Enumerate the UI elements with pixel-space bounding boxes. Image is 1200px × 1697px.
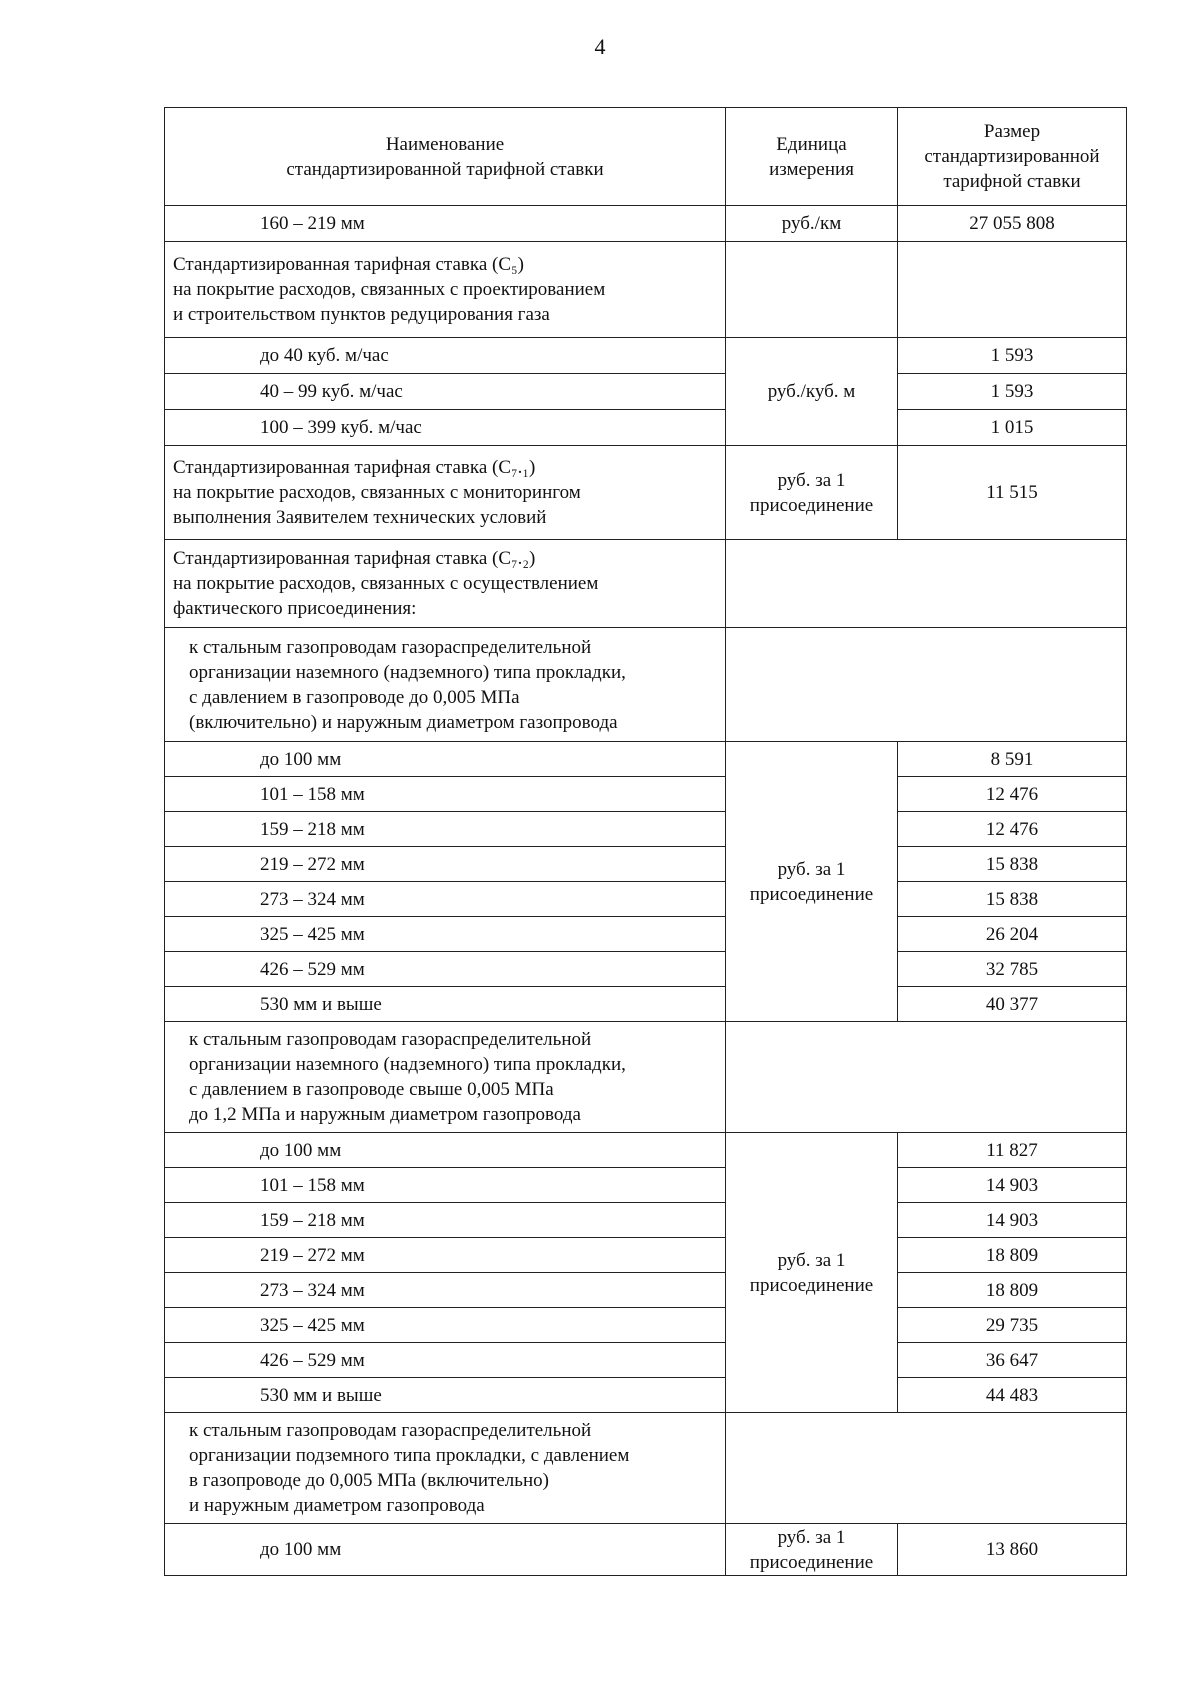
row-value: 15 838 — [898, 882, 1127, 917]
c71-unit: руб. за 1 присоединение — [726, 446, 898, 540]
table-row — [165, 1524, 1127, 1576]
row-value: 1 593 — [898, 374, 1127, 410]
table-header-row — [165, 108, 1127, 206]
row-name: 219 – 272 мм — [165, 1238, 726, 1273]
table-row — [165, 812, 1127, 847]
table-row — [165, 1343, 1127, 1378]
empty-cell — [726, 628, 1127, 742]
section-c71-row — [165, 446, 1127, 540]
group2-title: к стальным газопроводам газораспределительной организации наземного (надземного) типа прокладки, с давлением в газопроводе свыше 0,005 МПа до 1,2 МПа и наружным диаметром газопровода — [165, 1022, 726, 1133]
row-name: 100 – 399 куб. м/час — [165, 410, 726, 446]
table-row — [165, 1308, 1127, 1343]
row-name: до 100 мм — [165, 1524, 726, 1576]
row-value: 14 903 — [898, 1203, 1127, 1238]
table-row — [165, 410, 1127, 446]
row-value: 14 903 — [898, 1168, 1127, 1203]
row-name: 426 – 529 мм — [165, 952, 726, 987]
tariff-table — [164, 107, 1127, 1576]
table-row — [165, 777, 1127, 812]
row-name: 101 – 158 мм — [165, 777, 726, 812]
table-row — [165, 374, 1127, 410]
group1-unit: руб. за 1 присоединение — [726, 742, 898, 1022]
table-row — [165, 847, 1127, 882]
header-unit: Единица измерения — [726, 108, 898, 206]
table-row — [165, 1168, 1127, 1203]
table-row — [165, 742, 1127, 777]
table-row — [165, 917, 1127, 952]
group1-title-row — [165, 628, 1127, 742]
empty-cell — [898, 242, 1127, 338]
table-row — [165, 1203, 1127, 1238]
empty-cell — [726, 1413, 1127, 1524]
row-name: 426 – 529 мм — [165, 1343, 726, 1378]
row-value: 26 204 — [898, 917, 1127, 952]
row-name: до 100 мм — [165, 1133, 726, 1168]
row-name: 325 – 425 мм — [165, 917, 726, 952]
section-c5-row — [165, 242, 1127, 338]
empty-cell — [726, 540, 1127, 628]
row-value: 27 055 808 — [898, 206, 1127, 242]
table-row — [165, 1133, 1127, 1168]
row-name: 273 – 324 мм — [165, 1273, 726, 1308]
table-row — [165, 1238, 1127, 1273]
empty-cell — [726, 242, 898, 338]
group2-title-row — [165, 1022, 1127, 1133]
section-c71-title: Стандартизированная тарифная ставка (C₇.₁) на покрытие расходов, связанных с мониторингом выполнения Заявителем технических условий — [165, 446, 726, 540]
row-name: 159 – 218 мм — [165, 1203, 726, 1238]
row-value: 15 838 — [898, 847, 1127, 882]
table-row — [165, 338, 1127, 374]
row-name: 530 мм и выше — [165, 987, 726, 1022]
group3-title: к стальным газопроводам газораспределительной организации подземного типа прокладки, с давлением в газопроводе до 0,005 МПа (включительно) и наружным диаметром газопровода — [165, 1413, 726, 1524]
table-row — [165, 206, 1127, 242]
row-name: 325 – 425 мм — [165, 1308, 726, 1343]
page-number: 4 — [594, 34, 606, 59]
row-value: 36 647 — [898, 1343, 1127, 1378]
table-row — [165, 1273, 1127, 1308]
section-c72-row — [165, 540, 1127, 628]
table-row — [165, 952, 1127, 987]
row-value: 18 809 — [898, 1238, 1127, 1273]
section-c72-title: Стандартизированная тарифная ставка (C₇.₂) на покрытие расходов, связанных с осуществлением фактического присоединения: — [165, 540, 726, 628]
row-name: 160 – 219 мм — [165, 206, 726, 242]
group1-title: к стальным газопроводам газораспределительной организации наземного (надземного) типа прокладки, с давлением в газопроводе до 0,005 МПа (включительно) и наружным диаметром газопровода — [165, 628, 726, 742]
row-value: 1 593 — [898, 338, 1127, 374]
row-value: 44 483 — [898, 1378, 1127, 1413]
row-name: до 40 куб. м/час — [165, 338, 726, 374]
group3-unit: руб. за 1 присоединение — [726, 1524, 898, 1576]
empty-cell — [726, 1022, 1127, 1133]
row-value: 13 860 — [898, 1524, 1127, 1576]
c71-value: 11 515 — [898, 446, 1127, 540]
group3-title-row — [165, 1413, 1127, 1524]
section-c5-title: Стандартизированная тарифная ставка (C₅) на покрытие расходов, связанных с проектированием и строительством пунктов редуцирования газа — [165, 242, 726, 338]
table-row — [165, 987, 1127, 1022]
row-name: 530 мм и выше — [165, 1378, 726, 1413]
row-name: 159 – 218 мм — [165, 812, 726, 847]
row-value: 18 809 — [898, 1273, 1127, 1308]
row-value: 12 476 — [898, 812, 1127, 847]
group2-unit: руб. за 1 присоединение — [726, 1133, 898, 1413]
row-value: 40 377 — [898, 987, 1127, 1022]
table-row — [165, 1378, 1127, 1413]
table-row — [165, 882, 1127, 917]
row-name: до 100 мм — [165, 742, 726, 777]
row-name: 101 – 158 мм — [165, 1168, 726, 1203]
row-value: 11 827 — [898, 1133, 1127, 1168]
row-name: 219 – 272 мм — [165, 847, 726, 882]
row-value: 32 785 — [898, 952, 1127, 987]
row-value: 29 735 — [898, 1308, 1127, 1343]
row-value: 12 476 — [898, 777, 1127, 812]
header-size: Размер стандартизированной тарифной ставки — [898, 108, 1127, 206]
c5-unit: руб./куб. м — [726, 338, 898, 446]
row-name: 273 – 324 мм — [165, 882, 726, 917]
row-value: 1 015 — [898, 410, 1127, 446]
header-name: Наименование стандартизированной тарифной ставки — [165, 108, 726, 206]
row-value: 8 591 — [898, 742, 1127, 777]
row-unit: руб./км — [726, 206, 898, 242]
row-name: 40 – 99 куб. м/час — [165, 374, 726, 410]
